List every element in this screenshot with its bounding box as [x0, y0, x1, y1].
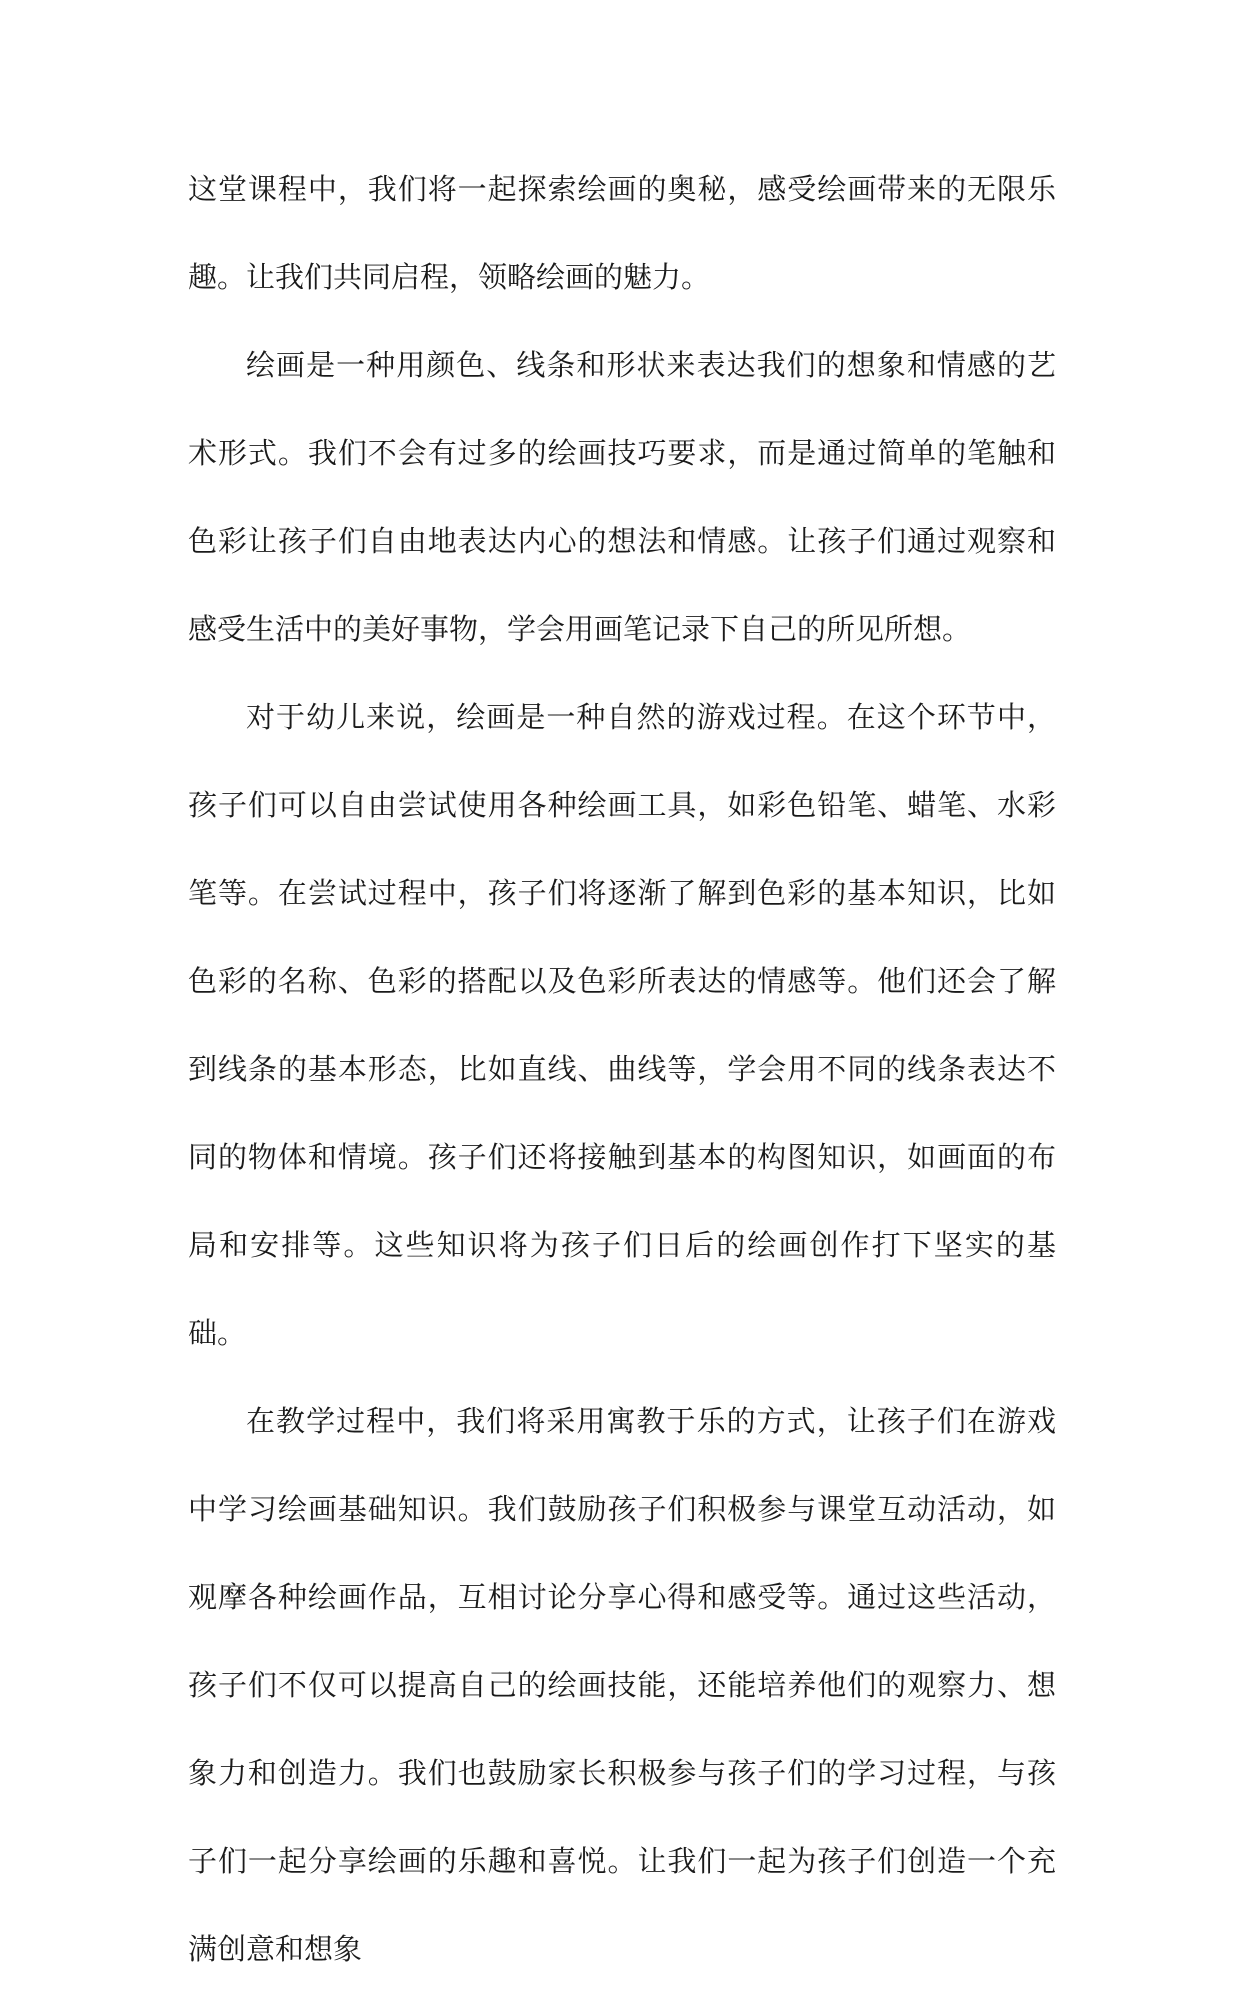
paragraph-2: 绘画是一种用颜色、线条和形状来表达我们的想象和情感的艺术形式。我们不会有过多的绘画技巧要求，而是通过简单的笔触和色彩让孩子们自由地表达内心的想法和情感。让孩子们通过观察和感受生活中的美好事物，学会用画笔记录下自己的所见所想。 — [188, 348, 1056, 646]
paragraph-1: 这堂课程中，我们将一起探索绘画的奥秘，感受绘画带来的无限乐趣。让我们共同启程，领略绘画的魅力。 — [188, 172, 1056, 294]
paragraph-3: 对于幼儿来说，绘画是一种自然的游戏过程。在这个环节中，孩子们可以自由尝试使用各种绘画工具，如彩色铅笔、蜡笔、水彩笔等。在尝试过程中，孩子们将逐渐了解到色彩的基本知识，比如色彩的名称、色彩的搭配以及色彩所表达的情感等。他们还会了解到线条的基本形态，比如直线、曲线等，学会用不同的线条表达不同的物体和情境。孩子们还将接触到基本的构图知识，如画面的布局和安排等。这些知识将为孩子们日后的绘画创作打下坚实的基础。 — [188, 700, 1056, 1350]
body-text — [188, 145, 1056, 1993]
paragraph-4: 在教学过程中，我们将采用寓教于乐的方式，让孩子们在游戏中学习绘画基础知识。我们鼓励孩子们积极参与课堂互动活动，如观摩各种绘画作品，互相讨论分享心得和感受等。通过这些活动，孩子们不仅可以提高自己的绘画技能，还能培养他们的观察力、想象力和创造力。我们也鼓励家长积极参与孩子们的学习过程，与孩子们一起分享绘画的乐趣和喜悦。让我们一起为孩子们创造一个充满创意和想象 — [188, 1404, 1056, 1966]
